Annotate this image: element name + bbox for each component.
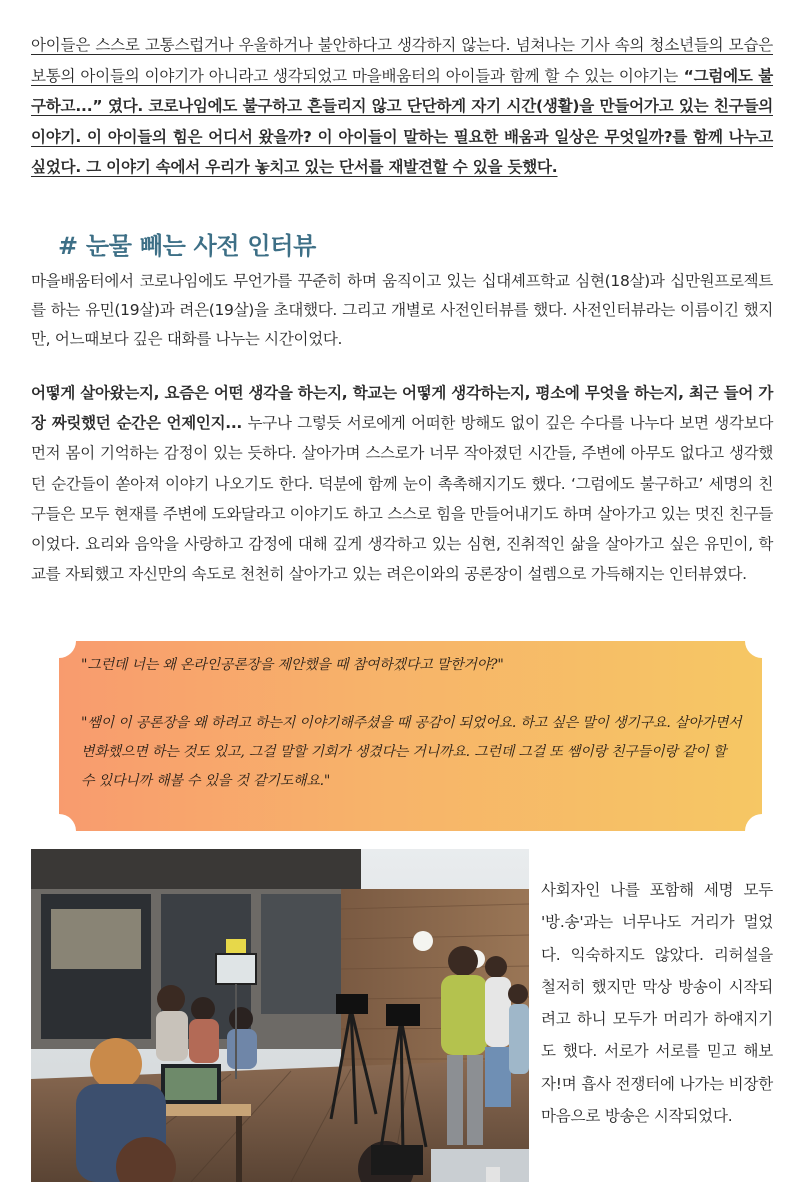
interview-questions-bold: 어떻게 살아왔는지, 요즘은 어떤 생각을 하는지, 학교는 어떻게 생각하는지, 평소에 무엇을 하는지, 최근 들어 가장 짜릿했던 순간은 언제인지... — [31, 384, 773, 433]
broadcast-studio-photo — [31, 849, 529, 1182]
corner-notch — [42, 814, 76, 848]
quote-text — [81, 651, 743, 796]
intro-bold-underlined-text: “그럼에도 불구하고...” 였다. 코로나임에도 불구하고 흔들리지 않고 단단하게 자기 시간(생활)을 만들어가고 있는 친구들의 이야기. 이 아이들의 힘은 어디서 왔을까? 이 아이들이 말하는 필요한 배움과 일상은 무엇일까?를 함께 나누고 싶었다. 그 이야기 속에서 우리가 놓치고 있는 단서를 재발견할 수 있을 듯했다. — [31, 66, 774, 176]
quote-box — [59, 641, 762, 831]
interview-body-text: 누구나 그렇듯 서로에게 어떠한 방해도 없이 깊은 수다를 나누다 보면 생각보다 먼저 몸이 기억하는 감정이 있는 듯하다. 살아가며 스스로가 너무 작아졌던 시간들, 주변에 아무도 없다고 생각했던 순간들이 쏟아져 이야기 나오기도 한다. 덕분에 함께 눈이 촉촉해지기도 했다. ‘그럼에도 불구하고’ 세명의 친구들은 모두 현재를 주변에 도와달라고 이야기도 하고 스스로 힘을 만들어내기도 하며 살아가고 있는 멋진 친구들이었다. 요리와 음악을 사랑하고 감정에 대해 깊게 생각하고 있는 심현, 진취적인 삶을 살아가고 싶은 유민이, 학교를 자퇴했고 자신만의 속도로 천천히 살아가고 있는 려은이와의 공론장이 설렘으로 가득해지는 인터뷰였다. — [31, 414, 773, 584]
corner-notch — [745, 624, 779, 658]
corner-notch — [42, 624, 76, 658]
quote-answer: "쌤이 이 공론장을 왜 하려고 하는지 이야기해주셨을 때 공감이 되었어요. 하고 싶은 말이 생기구요. 살아가면서 변화했으면 하는 것도 있고, 그걸 말할 기회가 생겼다는 거니까요. 그런데 그걸 또 쌤이랑 친구들이랑 같이 할 수 있다니까 해볼 수 있을 것 같기도해요." — [81, 715, 742, 789]
intro-underlined-text: 아이들은 스스로 고통스럽거나 우울하거나 불안하다고 생각하지 않는다. 넘쳐나는 기사 속의 청소년들의 모습은 보통의 아이들의 이야기가 아니라고 생각되었고 마을배움터의 아이들과 함께 할 수 있는 이야기는 — [31, 36, 773, 85]
intro-paragraph — [31, 30, 773, 183]
quote-question: "그런데 너는 왜 온라인공론장을 제안했을 때 참여하겠다고 말한거야?" — [81, 657, 504, 673]
interview-intro-paragraph: 마을배움터에서 코로나임에도 무언가를 꾸준히 하며 움직이고 있는 십대셰프학교 심현(18살)과 십만원프로젝트를 하는 유민(19살)과 려은(19살)을 초대했다. 그리고 개별로 사전인터뷰를 했다. 사전인터뷰라는 이름이긴 했지만, 어느때보다 깊은 대화를 나누는 시간이었다. — [31, 272, 773, 348]
section-title: # 눈물 빼는 사전 인터뷰 — [58, 232, 316, 260]
studio-photo-illustration — [31, 849, 529, 1182]
side-paragraph: 사회자인 나를 포함해 세명 모두 '방.송'과는 너무나도 거리가 멀었다. 익숙하지도 않았다. 리허설을 철저히 했지만 막상 방송이 시작되려고 하니 모두가 머리가 하얘지기도 했다. 서로가 서로를 믿고 해보자!며 흡사 전쟁터에 나가는 비장한 마음으로 방송은 시작되었다. — [541, 881, 773, 1126]
interview-body-paragraph — [31, 378, 773, 589]
corner-notch — [745, 814, 779, 848]
